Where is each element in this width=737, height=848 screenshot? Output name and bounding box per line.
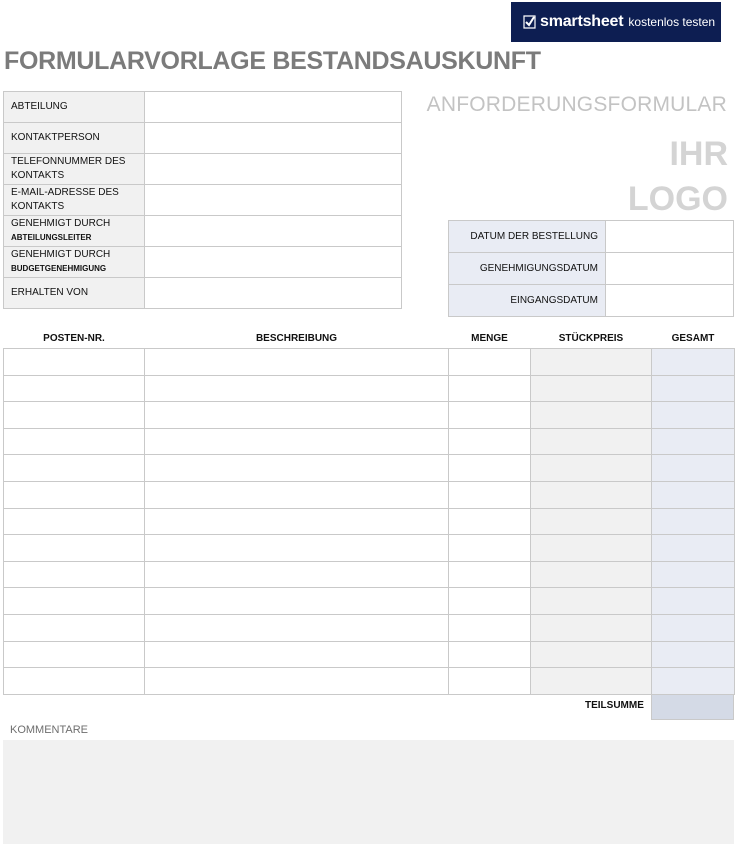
info-value-field[interactable] — [145, 154, 402, 185]
column-header: MENGE — [471, 332, 508, 344]
info-label-text: GENEHMIGT DURCH — [11, 218, 111, 229]
unit-price-cell[interactable] — [531, 402, 652, 429]
info-row — [4, 278, 402, 309]
unit-price-cell[interactable] — [531, 508, 652, 535]
info-label — [4, 92, 145, 123]
logo-line-2: LOGO — [627, 180, 728, 218]
item-number-cell[interactable] — [4, 349, 145, 376]
date-label: DATUM DER BESTELLUNG — [449, 221, 606, 253]
description-cell[interactable] — [145, 349, 449, 376]
logo-line-1: IHR — [669, 135, 728, 173]
item-number-cell[interactable] — [4, 402, 145, 429]
page-title: FORMULARVORLAGE BESTANDSAUSKUNFT — [4, 47, 541, 75]
column-header: GESAMT — [671, 332, 715, 344]
description-cell[interactable] — [145, 641, 449, 668]
column-header: BESCHREIBUNG — [255, 332, 338, 344]
banner-cta: kostenlos testen — [628, 15, 716, 29]
item-number-cell[interactable] — [4, 455, 145, 482]
description-cell[interactable] — [145, 561, 449, 588]
description-cell[interactable] — [145, 614, 449, 641]
info-label — [4, 278, 145, 309]
total-cell[interactable] — [652, 375, 735, 402]
info-label — [4, 123, 145, 154]
table-row — [4, 614, 735, 641]
item-number-cell[interactable] — [4, 535, 145, 562]
quantity-cell[interactable] — [449, 641, 531, 668]
total-cell[interactable] — [652, 349, 735, 376]
comments-field[interactable] — [3, 740, 734, 844]
table-row — [4, 349, 735, 376]
unit-price-cell[interactable] — [531, 455, 652, 482]
unit-price-cell[interactable] — [531, 535, 652, 562]
items-table — [3, 328, 735, 695]
quantity-cell[interactable] — [449, 588, 531, 615]
subtotal-field[interactable] — [651, 694, 734, 720]
date-row — [449, 253, 734, 285]
info-row — [4, 216, 402, 247]
logo-placeholder — [628, 132, 728, 222]
quantity-cell[interactable] — [449, 561, 531, 588]
quantity-cell[interactable] — [449, 455, 531, 482]
table-row — [4, 402, 735, 429]
total-cell[interactable] — [652, 614, 735, 641]
quantity-cell[interactable] — [449, 349, 531, 376]
total-cell[interactable] — [652, 561, 735, 588]
quantity-cell[interactable] — [449, 402, 531, 429]
quantity-cell[interactable] — [449, 535, 531, 562]
item-number-cell[interactable] — [4, 561, 145, 588]
form-title: ANFORDERUNGSFORMULAR — [426, 93, 727, 116]
quantity-cell[interactable] — [449, 508, 531, 535]
items-header-row — [4, 328, 735, 349]
unit-price-cell[interactable] — [531, 588, 652, 615]
total-cell[interactable] — [652, 428, 735, 455]
column-header: STÜCKPREIS — [558, 332, 624, 344]
date-value-field[interactable] — [606, 285, 734, 317]
total-cell[interactable] — [652, 402, 735, 429]
total-cell[interactable] — [652, 668, 735, 695]
description-cell[interactable] — [145, 428, 449, 455]
quantity-cell[interactable] — [449, 428, 531, 455]
info-label — [4, 154, 145, 185]
info-label-text: TELEFONNUMMER DES KONTAKTS — [11, 156, 126, 181]
quantity-cell[interactable] — [449, 375, 531, 402]
description-cell[interactable] — [145, 455, 449, 482]
item-number-cell[interactable] — [4, 375, 145, 402]
quantity-cell[interactable] — [449, 668, 531, 695]
info-row — [4, 123, 402, 154]
total-cell[interactable] — [652, 641, 735, 668]
unit-price-cell[interactable] — [531, 641, 652, 668]
unit-price-cell[interactable] — [531, 428, 652, 455]
table-row — [4, 668, 735, 695]
date-label: EINGANGSDATUM — [449, 285, 606, 317]
item-number-cell[interactable] — [4, 588, 145, 615]
info-label — [4, 247, 145, 278]
date-label: GENEHMIGUNGSDATUM — [449, 253, 606, 285]
total-cell[interactable] — [652, 455, 735, 482]
table-row — [4, 641, 735, 668]
info-table — [3, 91, 402, 309]
item-number-cell[interactable] — [4, 428, 145, 455]
unit-price-cell[interactable] — [531, 349, 652, 376]
quantity-cell[interactable] — [449, 481, 531, 508]
info-value-field[interactable] — [145, 92, 402, 123]
total-cell[interactable] — [652, 481, 735, 508]
info-value-field[interactable] — [145, 247, 402, 278]
description-cell[interactable] — [145, 481, 449, 508]
info-row — [4, 92, 402, 123]
description-cell[interactable] — [145, 508, 449, 535]
description-cell[interactable] — [145, 668, 449, 695]
dates-table — [448, 220, 734, 317]
item-number-cell[interactable] — [4, 508, 145, 535]
table-row — [4, 508, 735, 535]
info-label-text: GENEHMIGT DURCH — [11, 249, 111, 260]
info-label — [4, 216, 145, 247]
description-cell[interactable] — [145, 402, 449, 429]
table-row — [4, 588, 735, 615]
total-cell[interactable] — [652, 535, 735, 562]
info-label-text: KONTAKTPERSON — [11, 132, 100, 143]
info-label-sub: ABTEILUNGSLEITER — [11, 233, 92, 242]
info-label-text: ERHALTEN VON — [11, 287, 89, 298]
table-row — [4, 535, 735, 562]
date-value-field[interactable] — [606, 221, 734, 253]
subtotal-label: TEILSUMME — [585, 700, 644, 711]
info-label-text: E-MAIL-ADRESSE DES KONTAKTS — [11, 187, 119, 212]
banner-brand: smartsheet — [540, 13, 624, 30]
column-header: POSTEN-NR. — [43, 332, 105, 344]
info-row — [4, 154, 402, 185]
description-cell[interactable] — [145, 535, 449, 562]
smartsheet-banner[interactable] — [511, 2, 721, 42]
smartsheet-check-icon — [523, 15, 536, 29]
unit-price-cell[interactable] — [531, 561, 652, 588]
table-row — [4, 375, 735, 402]
info-label-sub: BUDGETGENEHMIGUNG — [11, 264, 107, 273]
table-row — [4, 561, 735, 588]
quantity-cell[interactable] — [449, 614, 531, 641]
item-number-cell[interactable] — [4, 481, 145, 508]
info-value-field[interactable] — [145, 278, 402, 309]
info-label — [4, 185, 145, 216]
info-value-field[interactable] — [145, 185, 402, 216]
table-row — [4, 481, 735, 508]
table-row — [4, 455, 735, 482]
total-cell[interactable] — [652, 588, 735, 615]
date-value-field[interactable] — [606, 253, 734, 285]
unit-price-cell[interactable] — [531, 481, 652, 508]
info-row — [4, 185, 402, 216]
item-number-cell[interactable] — [4, 614, 145, 641]
total-cell[interactable] — [652, 508, 735, 535]
item-number-cell[interactable] — [4, 668, 145, 695]
date-row — [449, 221, 734, 253]
table-row — [4, 428, 735, 455]
info-row — [4, 247, 402, 278]
unit-price-cell[interactable] — [531, 375, 652, 402]
comments-label: KOMMENTARE — [10, 724, 89, 736]
description-cell[interactable] — [145, 375, 449, 402]
info-label-text: ABTEILUNG — [11, 101, 68, 112]
info-value-field[interactable] — [145, 123, 402, 154]
info-value-field[interactable] — [145, 216, 402, 247]
description-cell[interactable] — [145, 588, 449, 615]
item-number-cell[interactable] — [4, 641, 145, 668]
unit-price-cell[interactable] — [531, 614, 652, 641]
date-row — [449, 285, 734, 317]
unit-price-cell[interactable] — [531, 668, 652, 695]
